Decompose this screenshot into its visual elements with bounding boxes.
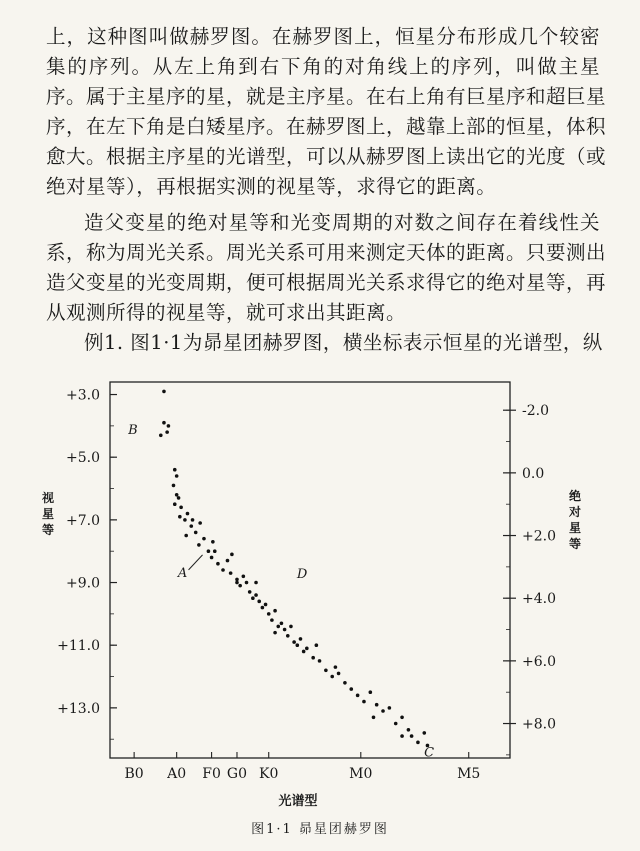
x-axis-tick-label: M0	[349, 766, 373, 782]
star-point	[242, 574, 246, 578]
star-point	[213, 549, 217, 553]
star-point	[369, 690, 373, 694]
star-point	[194, 531, 198, 535]
star-point	[167, 424, 171, 428]
star-point	[349, 687, 353, 691]
x-axis-tick-label: A0	[167, 766, 187, 782]
star-point	[184, 534, 188, 538]
right-axis-tick-label: +8.0	[522, 716, 556, 733]
star-point	[248, 590, 252, 594]
star-point	[226, 559, 230, 563]
text-line: 序，在左下角是白矮星序。在赫罗图上，越靠上部的恒星，体积	[46, 115, 607, 138]
x-axis-title: 光谱型	[278, 794, 318, 809]
right-axis-title-char: 星	[568, 521, 582, 535]
star-point	[286, 634, 290, 638]
left-axis-tick-label: +7.0	[66, 512, 100, 529]
star-point	[207, 549, 211, 553]
star-point	[292, 640, 296, 644]
star-point	[235, 581, 239, 585]
right-axis-title-char: 绝	[568, 489, 582, 503]
star-point	[302, 650, 306, 654]
left-axis-tick-label: +9.0	[66, 575, 100, 592]
text-line: 造父变星的绝对星等和光变周期的对数之间存在着线性关	[84, 211, 600, 234]
x-axis-tick-label: G0	[226, 766, 248, 782]
star-point	[202, 537, 206, 541]
star-point	[197, 543, 201, 547]
star-point	[407, 728, 411, 732]
star-point	[162, 390, 166, 394]
right-axis-title-char: 对	[568, 505, 582, 519]
star-point	[410, 734, 414, 738]
star-point	[270, 618, 274, 622]
left-axis-tick-label: +3.0	[66, 387, 100, 404]
x-axis-tick-label: M5	[457, 766, 481, 782]
star-point	[179, 506, 183, 510]
star-point	[264, 603, 268, 607]
star-point	[254, 581, 258, 585]
right-axis-tick-label: -2.0	[522, 403, 549, 420]
star-point	[210, 556, 214, 560]
star-point	[267, 612, 271, 616]
left-axis-tick-label: +5.0	[66, 450, 100, 467]
star-point	[388, 706, 392, 710]
star-point	[400, 734, 404, 738]
star-point	[283, 628, 287, 632]
star-point	[230, 553, 234, 557]
star-point	[400, 715, 404, 719]
left-axis-tick-label: +13.0	[57, 700, 100, 717]
annotation-pointer	[189, 555, 203, 570]
left-axis-title-char: 星	[41, 507, 55, 521]
star-point	[311, 656, 315, 660]
star-point	[289, 625, 293, 629]
star-point	[221, 568, 225, 572]
star-point	[372, 715, 376, 719]
text-line: 序。属于主星序的星，就是主序星。在右上角有巨星序和超巨星	[46, 85, 607, 108]
star-point	[356, 694, 360, 698]
text-line: 绝对星等），再根据实测的视星等，求得它的距离。	[46, 175, 497, 198]
left-axis-tick-label: +11.0	[57, 638, 100, 655]
left-axis-title-char: 视	[41, 491, 55, 505]
star-point	[235, 578, 239, 582]
right-axis-tick-label: +6.0	[522, 653, 556, 670]
star-point	[251, 596, 255, 600]
star-point	[238, 584, 242, 588]
x-axis-tick-label: K0	[259, 766, 279, 782]
star-point	[162, 421, 166, 425]
figure-caption: 图1·1 昴星团赫罗图	[251, 822, 389, 837]
right-axis-title-char: 等	[568, 537, 582, 551]
annotation-label: B	[128, 423, 138, 438]
star-point	[175, 493, 179, 497]
star-point	[229, 571, 233, 575]
right-axis-tick-label: +2.0	[522, 528, 556, 545]
star-point	[191, 518, 195, 522]
star-point	[165, 430, 169, 434]
star-point	[183, 518, 187, 522]
star-point	[178, 515, 182, 519]
star-point	[175, 474, 179, 478]
star-point	[173, 468, 177, 472]
star-point	[216, 562, 220, 566]
star-point	[318, 659, 322, 663]
star-point	[245, 581, 249, 585]
right-axis-tick-label: +4.0	[522, 591, 556, 608]
text-line: 集的序列。从左上角到右下角的对角线上的序列，叫做主星	[46, 55, 600, 78]
text-line: 例1. 图1·1为昴星团赫罗图，横坐标表示恒星的光谱型，纵	[84, 331, 603, 354]
star-point	[198, 521, 202, 525]
text-line: 从观测所得的视星等，就可求出其距离。	[46, 301, 407, 324]
star-point	[173, 502, 177, 506]
star-point	[273, 631, 277, 635]
star-point	[296, 643, 300, 647]
star-point	[381, 709, 385, 713]
star-point	[422, 731, 426, 735]
star-point	[343, 681, 347, 685]
star-point	[305, 647, 309, 651]
star-point	[337, 672, 341, 676]
hr-diagram-figure	[0, 350, 640, 820]
text-line: 愈大。根据主序星的光谱型，可以从赫罗图上读出它的光度（或	[46, 145, 607, 168]
annotation-label: C	[424, 745, 435, 761]
star-point	[394, 722, 398, 726]
star-point	[280, 621, 284, 625]
star-point	[177, 496, 181, 500]
left-axis-title-char: 等	[41, 523, 55, 537]
star-point	[254, 593, 258, 597]
text-line: 上，这种图叫做赫罗图。在赫罗图上，恒星分布形成几个较密	[46, 25, 600, 48]
star-point	[324, 668, 328, 672]
star-point	[273, 609, 277, 613]
text-line: 系，称为周光关系。周光关系可用来测定天体的距离。只要测出	[46, 241, 607, 264]
right-axis-tick-label: 0.0	[522, 465, 545, 482]
star-point	[261, 606, 265, 610]
x-axis-tick-label: F0	[202, 766, 221, 782]
star-point	[276, 625, 280, 629]
annotation-label: D	[296, 567, 308, 583]
star-point	[299, 637, 303, 641]
star-point	[159, 433, 163, 437]
star-point	[330, 675, 334, 679]
text-line: 造父变星的光变周期，便可根据周光关系求得它的绝对星等，再	[46, 271, 607, 294]
star-point	[172, 484, 176, 488]
plot-frame	[110, 382, 510, 758]
star-point	[362, 700, 366, 704]
star-point	[375, 703, 379, 707]
star-point	[334, 665, 338, 669]
star-point	[186, 512, 190, 516]
star-point	[315, 643, 319, 647]
x-axis-tick-label: B0	[124, 766, 144, 782]
star-point	[257, 600, 261, 604]
annotation-label: A	[177, 565, 188, 581]
star-point	[189, 524, 193, 528]
star-point	[211, 540, 215, 544]
star-point	[416, 741, 420, 745]
